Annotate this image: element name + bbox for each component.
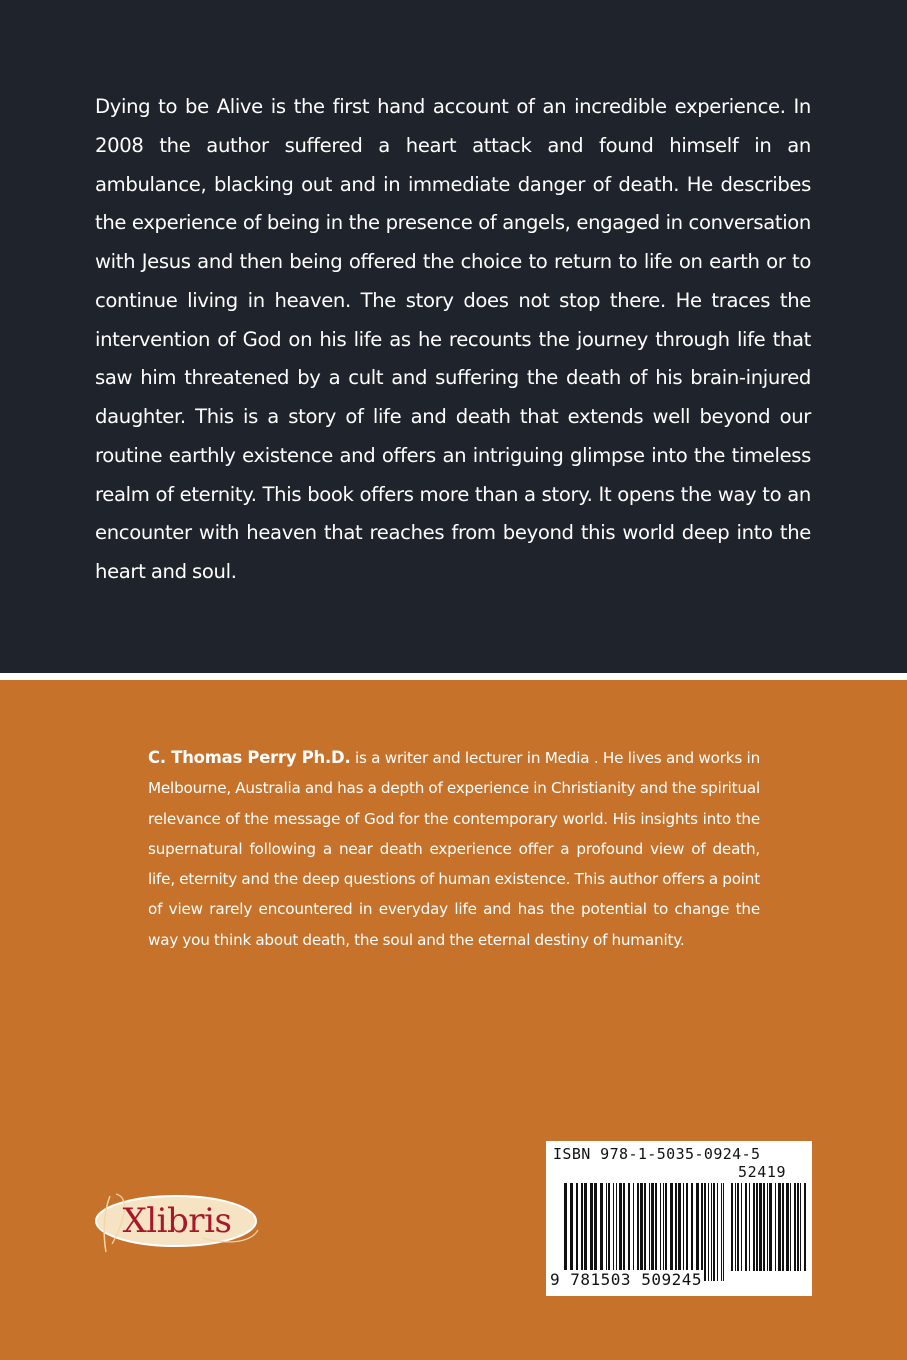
barcode-bar: [753, 1183, 755, 1271]
barcode-bar: [633, 1183, 634, 1281]
isbn-barcode: [546, 1141, 812, 1296]
author-bio: [148, 743, 760, 955]
barcode-bar: [675, 1183, 677, 1281]
barcode-bar: [741, 1183, 742, 1271]
barcode-bar: [704, 1183, 706, 1281]
barcode-bar: [570, 1183, 573, 1281]
price-code: 52419: [738, 1163, 787, 1181]
barcode-bar: [691, 1183, 693, 1281]
panel-divider: [0, 673, 907, 680]
barcode-bar: [683, 1183, 684, 1281]
barcode-bar: [804, 1183, 806, 1271]
barcode-bar: [711, 1183, 712, 1281]
barcode-bar: [655, 1183, 657, 1281]
barcode-bar: [606, 1183, 607, 1281]
barcode-bar: [717, 1183, 718, 1281]
back-cover-top-panel: [0, 0, 907, 673]
barcode-bar: [713, 1183, 715, 1281]
barcode-bar: [723, 1183, 724, 1281]
barcode-bar: [737, 1183, 739, 1271]
barcode-bar: [749, 1183, 750, 1271]
barcode-bar: [763, 1183, 765, 1271]
barcode-bar: [775, 1183, 776, 1271]
barcode-bar: [649, 1183, 650, 1281]
barcode-bar: [769, 1183, 772, 1271]
author-bio-text: is a writer and lecturer in Media . He lives and works in Melbourne, Australia and has a depth of experience in Christianity and the spiritual relevance of the message of God for the contemporary world. His insights into the supernatural following a near death experience offer a profound view of death, life, eternity and the deep questions of human existence. This author offers a point of view rarely encountered in everyday life and has the potential to change the way you think about death, the soul and the eternal destiny of humanity.: [148, 749, 760, 949]
barcode-bar: [637, 1183, 639, 1281]
barcode-bar: [797, 1183, 799, 1271]
ean-barcode-bars: [564, 1183, 724, 1281]
barcode-bar: [651, 1183, 654, 1281]
addon-barcode-bars: [731, 1183, 807, 1271]
barcode-bar: [794, 1183, 796, 1271]
barcode-bar: [608, 1183, 610, 1281]
barcode-bar: [600, 1183, 603, 1281]
barcode-bar: [686, 1183, 688, 1281]
barcode-bar: [584, 1183, 587, 1281]
publisher-logo: [92, 1186, 262, 1256]
barcode-bar: [678, 1183, 681, 1281]
barcode-bar: [696, 1183, 699, 1281]
barcode-bar: [619, 1183, 622, 1281]
publisher-name: Xlibris: [122, 1201, 232, 1241]
barcode-bar: [756, 1183, 758, 1271]
barcode-bar: [670, 1183, 673, 1281]
barcode-bar: [576, 1183, 578, 1281]
barcode-bar: [735, 1183, 736, 1271]
barcode-bar: [708, 1183, 709, 1281]
barcode-bar: [564, 1183, 567, 1281]
barcode-bar: [701, 1183, 703, 1281]
barcode-bar: [800, 1183, 801, 1271]
barcode-bar: [581, 1183, 583, 1281]
barcode-bar: [731, 1183, 733, 1271]
barcode-bar: [594, 1183, 597, 1281]
barcode-bar: [759, 1183, 762, 1271]
barcode-bar: [613, 1183, 614, 1281]
barcode-bar: [790, 1183, 791, 1271]
barcode-bar: [663, 1183, 664, 1281]
barcode-bar: [721, 1183, 722, 1281]
ean-digits: 9 781503 509245: [550, 1270, 702, 1289]
barcode-bar: [778, 1183, 781, 1271]
barcode-bar: [745, 1183, 747, 1271]
author-name: C. Thomas Perry Ph.D.: [148, 748, 351, 767]
barcode-bar: [660, 1183, 661, 1281]
barcode-bar: [628, 1183, 630, 1281]
barcode-bar: [782, 1183, 784, 1271]
barcode-bar: [767, 1183, 768, 1271]
barcode-bar: [644, 1183, 646, 1281]
book-blurb: Dying to be Alive is the first hand account of an incredible experience. In 2008 the author suffered a heart attack and found himself in an ambulance, blacking out and in immediate danger of death. He describes the experience of being in the presence of angels, engaged in conversation with Jesus and then being offered the choice to return to life on earth or to continue living in heaven. The story does not stop there. He traces the intervention of God on his life as he recounts the journey through life that saw him threatened by a cult and suffering the death of his brain-injured daughter. This is a story of life and death that extends well beyond our routine earthly existence and offers an intriguing glimpse into the timeless realm of eternity. This book offers more than a story. It opens the way to an encounter with heaven that reaches from beyond this world deep into the heart and soul.: [95, 95, 811, 583]
barcode-bar: [665, 1183, 667, 1281]
barcode-bar: [590, 1183, 593, 1281]
isbn-label: ISBN 978-1-5035-0924-5: [553, 1145, 761, 1163]
barcode-bar: [640, 1183, 643, 1281]
barcode-bar: [616, 1183, 617, 1281]
barcode-bar: [786, 1183, 789, 1271]
barcode-bar: [623, 1183, 625, 1281]
